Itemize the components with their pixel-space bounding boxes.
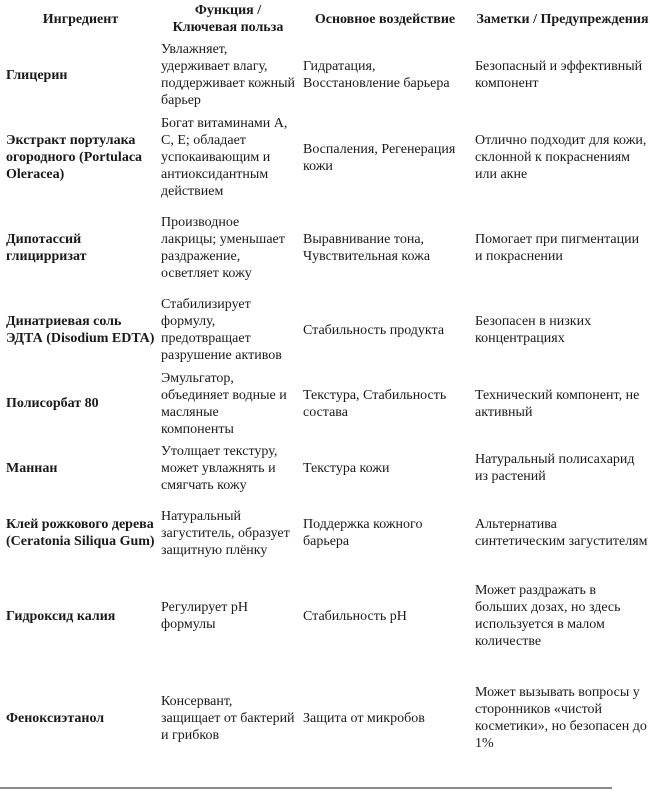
- table-row: [0, 367, 650, 440]
- function-cell: Богат витаминами A, C, E; обладает успокаивающим и антиоксидантным действием: [161, 116, 288, 199]
- table-row: [0, 570, 650, 662]
- header-function: Функция / Ключевая польза: [172, 3, 284, 35]
- bottom-divider: [0, 787, 612, 789]
- effect-cell: Защита от микробов: [303, 710, 425, 726]
- function-cell: Утолщает текстуру, может увлажнять и смягчать кожу: [161, 443, 278, 493]
- table-row: [0, 662, 650, 774]
- ingredient-cell: Клей рожкового дерева (Ceratonia Siliqua Gum): [6, 517, 155, 549]
- effect-cell: Гидратация, Восстановление барьера: [303, 59, 450, 91]
- table-row: [0, 38, 650, 112]
- function-cell: Увлажняет, удерживает влагу, поддерживает кожный барьер: [161, 42, 295, 108]
- ingredient-cell: Маннан: [6, 460, 58, 476]
- notes-cell: Натуральный полисахарид из растений: [475, 452, 635, 484]
- notes-cell: Безопасен в низких концентрациях: [475, 314, 592, 346]
- table-row: [0, 203, 650, 293]
- notes-cell: Технический компонент, не активный: [475, 387, 640, 420]
- function-cell: Производное лакрицы; уменьшает раздражение, осветляет кожу: [161, 215, 285, 281]
- effect-cell: Стабильность pH: [303, 608, 407, 624]
- effect-cell: Текстура кожи: [303, 460, 390, 476]
- function-cell: Эмульгатор, объединяет водные и масляные компоненты: [161, 370, 287, 437]
- effect-cell: Текстура, Стабильность состава: [303, 387, 447, 420]
- function-cell: Стабилизирует формулу, предотвращает разрушение активов: [161, 297, 282, 363]
- notes-cell: Помогает при пигментации и покраснении: [475, 232, 640, 264]
- notes-cell: Может вызывать вопросы у сторонников «чистой косметики», но безопасен до 1%: [475, 685, 647, 751]
- ingredient-cell: Дипотассий глицирризат: [6, 232, 87, 264]
- ingredient-cell: Гидроксид калия: [6, 608, 116, 624]
- function-cell: Консервант, защищает от бактерий и грибков: [161, 693, 295, 743]
- notes-cell: Отлично подходит для кожи, склонной к покраснениям или акне: [475, 133, 647, 182]
- table-row: [0, 440, 650, 496]
- ingredient-cell: Глицерин: [6, 67, 68, 83]
- header-notes: Заметки / Предупреждения: [476, 11, 649, 27]
- ingredient-cell: Полисорбат 80: [6, 396, 99, 411]
- function-cell: Натуральный загуститель, образует защитную плёнку: [161, 508, 290, 558]
- effect-cell: Выравнивание тона, Чувствительная кожа: [303, 232, 431, 264]
- effect-cell: Стабильность продукта: [303, 322, 445, 338]
- table-row: [0, 112, 650, 203]
- header-effect: Основное воздействие: [314, 11, 456, 27]
- table-row: [0, 293, 650, 367]
- function-cell: Регулирует pH формулы: [161, 600, 248, 632]
- table-row: [0, 496, 650, 570]
- ingredient-cell: Феноксиэтанол: [6, 710, 105, 726]
- effect-cell: Воспаления, Регенерация кожи: [303, 141, 456, 174]
- ingredient-cell: Динатриевая соль ЭДТА (Disodium EDTA): [6, 314, 155, 346]
- header-ingredient: Ингредиент: [42, 11, 119, 27]
- ingredient-cell: Экстракт портулака огородного (Portulaca Oleracea): [6, 133, 143, 182]
- notes-cell: Альтернатива синтетическим загустителям: [475, 517, 648, 549]
- notes-cell: Может раздражать в больших дозах, но здесь используется в малом количестве: [475, 583, 621, 649]
- table-header-row: [0, 0, 650, 38]
- effect-cell: Поддержка кожного барьера: [303, 517, 423, 549]
- notes-cell: Безопасный и эффективный компонент: [475, 59, 643, 91]
